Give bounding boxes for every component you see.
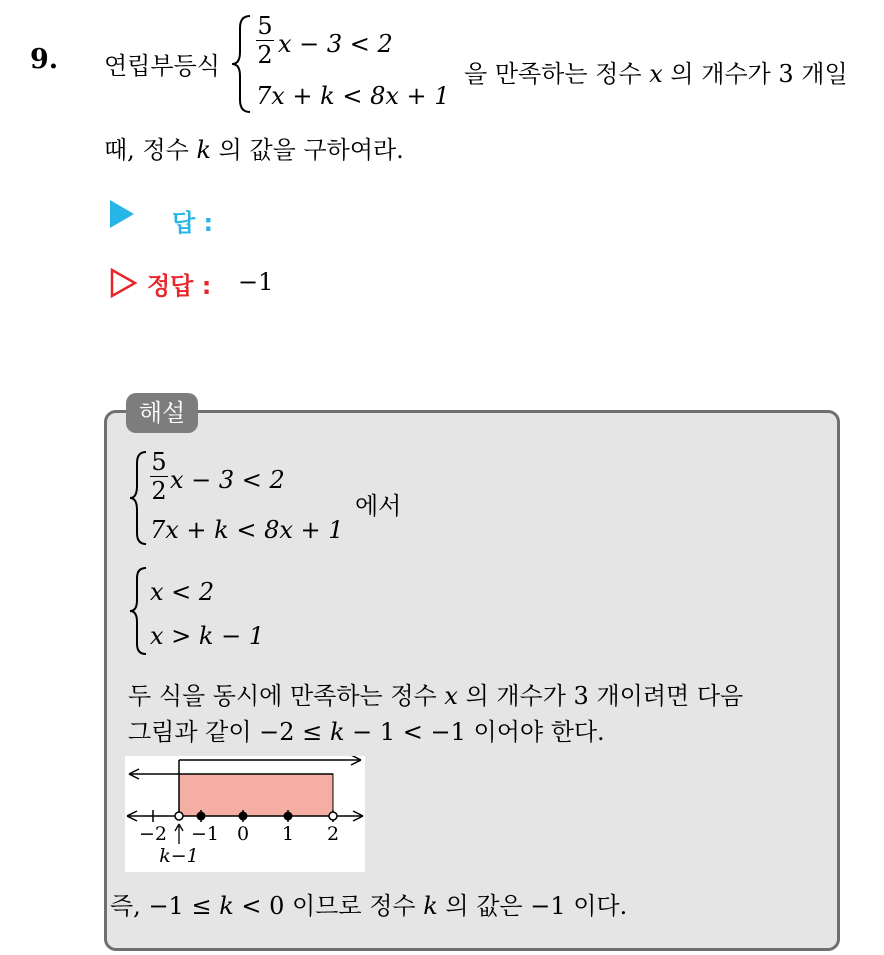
inequality-2: 7x + k < 8x + 1 — [256, 82, 450, 110]
solution-system-1-suffix: 에서 — [355, 492, 402, 520]
solution-paragraph-1 — [128, 676, 743, 711]
left-brace-icon — [128, 566, 148, 656]
question-inequality-system — [230, 12, 450, 114]
question-suffix-part1: 을 만족하는 정수 — [464, 60, 642, 88]
fraction-denominator: 2 — [151, 477, 167, 505]
question-suffix-part2: 의 개수가 3 개일 — [670, 60, 848, 88]
variable-k: k — [329, 718, 345, 746]
shaded-region — [179, 774, 333, 816]
question-line2-part1: 때, 정수 — [104, 136, 189, 164]
text: 두 식을 동시에 만족하는 정수 — [128, 682, 437, 710]
inequality-1: x − 3 < 2 — [170, 466, 285, 494]
outline-arrow-icon — [110, 268, 138, 298]
play-arrow-icon — [110, 200, 134, 228]
answer-label: 답 : — [172, 209, 214, 237]
text: 의 값은 −1 이다. — [445, 892, 628, 920]
solution-system-2 — [128, 566, 288, 656]
variable-x: x — [444, 682, 458, 710]
fraction-numerator: 5 — [257, 12, 273, 40]
tick-label: 1 — [281, 823, 295, 845]
question-line2 — [104, 130, 404, 165]
variable-k: k — [219, 892, 234, 920]
correct-answer-value: −1 — [238, 268, 274, 296]
question-prefix: 연립부등식 — [104, 52, 220, 80]
fraction-numerator: 5 — [151, 448, 167, 476]
filled-point — [239, 812, 248, 821]
text: < 0 이므로 정수 — [241, 892, 416, 920]
inequality-2: x > k − 1 — [150, 622, 265, 650]
solution-tag: 해설 — [126, 393, 198, 433]
inequality-1: x − 3 < 2 — [278, 30, 393, 58]
tick-label: 0 — [236, 823, 250, 845]
fraction — [150, 450, 168, 503]
tick-label: 2 — [326, 823, 340, 845]
solution-system-1 — [128, 448, 344, 546]
solution-paragraph-2 — [128, 712, 605, 747]
question-line2-part2: 의 값을 구하여라. — [218, 136, 404, 164]
inequality-2: 7x + k < 8x + 1 — [150, 516, 344, 544]
number-line-graph — [125, 756, 365, 872]
inequality-1: x < 2 — [150, 578, 215, 606]
left-brace-icon — [128, 450, 148, 546]
k-minus-1-label: k−1 — [159, 845, 199, 867]
question-suffix — [464, 54, 848, 89]
left-brace-icon — [230, 14, 252, 114]
fraction — [256, 14, 274, 67]
tick-label: −1 — [190, 823, 220, 845]
open-point — [175, 812, 183, 820]
variable-x: x — [649, 60, 663, 88]
variable-k: k — [196, 136, 211, 164]
text: − 1 < −1 이어야 한다. — [352, 718, 605, 746]
correct-answer-label: 정답 : — [147, 272, 212, 300]
open-point — [329, 812, 337, 820]
text: 즉, −1 ≤ — [110, 892, 212, 920]
text: 의 개수가 3 개이려면 다음 — [465, 682, 744, 710]
filled-point — [197, 812, 206, 821]
question-number: 9. — [30, 44, 59, 75]
solution-conclusion — [110, 886, 627, 921]
filled-point — [284, 812, 293, 821]
variable-k: k — [423, 892, 438, 920]
text: 그림과 같이 −2 ≤ — [128, 718, 323, 746]
fraction-denominator: 2 — [257, 41, 273, 69]
tick-label: −2 — [138, 823, 168, 845]
